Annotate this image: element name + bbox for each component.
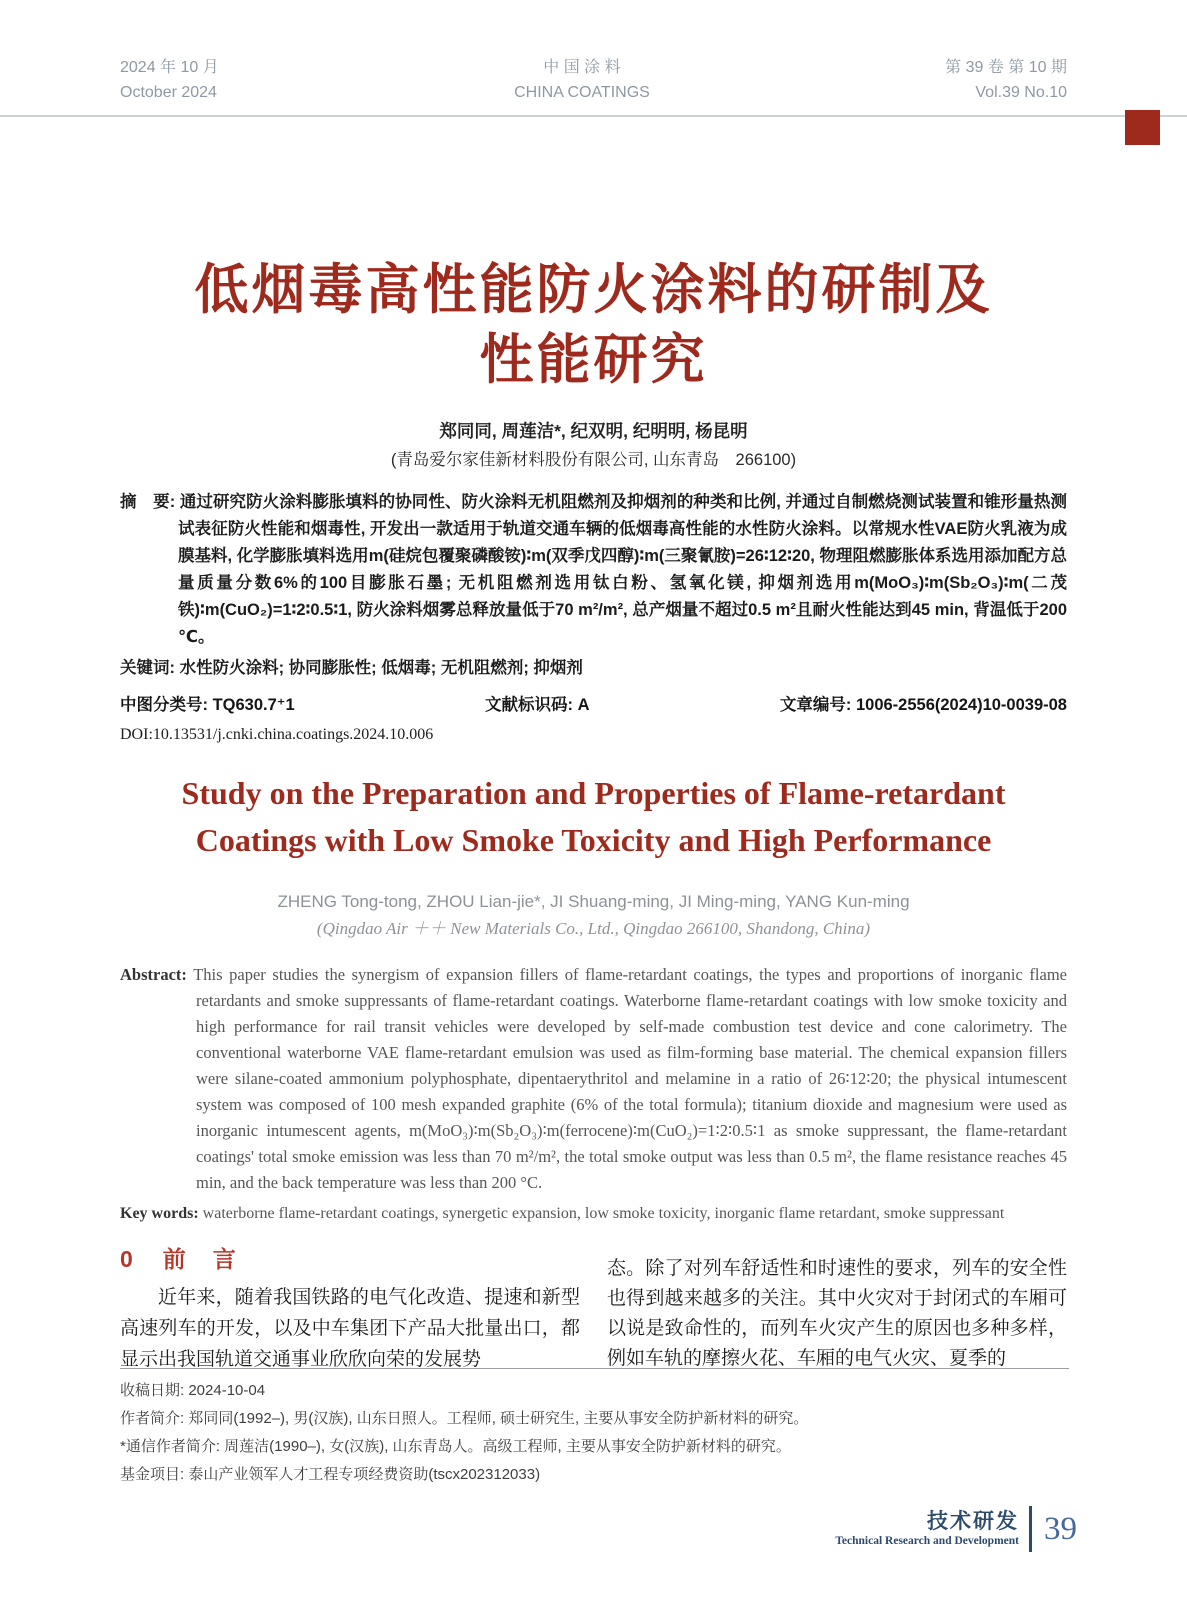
abstract-cn-label: 摘 要: — [120, 493, 176, 511]
abstract-en-label: Abstract: — [120, 964, 187, 984]
keywords-cn-label: 关键词: — [120, 659, 175, 677]
keywords-cn-text: 水性防火涂料; 协同膨胀性; 低烟毒; 无机阻燃剂; 抑烟剂 — [175, 659, 583, 677]
abstract-en — [120, 962, 1067, 1196]
body-paragraph-right: 态。除了对列车舒适性和时速性的要求，列车的安全性也得到越来越多的关注。其中火灾对于封闭式的车厢可以说是致命性的，而列车火灾产生的原因也多种多样，例如车轨的摩擦火花、车厢的电气火灾、夏季的 — [607, 1257, 1067, 1369]
header-issue-cn: 第 39 卷 第 10 期 — [945, 59, 1067, 76]
article-title-cn — [120, 255, 1067, 395]
keywords-en-text: waterborne flame-retardant coatings, synergetic expansion, low smoke toxicity, inorganic flame retardant, smoke suppressant — [198, 1204, 1005, 1222]
footnote-corresponding-author: *通信作者简介: 周莲洁(1990–), 女(汉族), 山东青岛人。高级工程师, 主要从事安全防护新材料的研究。 — [120, 1438, 791, 1455]
body-columns — [120, 1244, 1067, 1375]
authors-en: ZHENG Tong-tong, ZHOU Lian-jie*, JI Shuang-ming, JI Ming-ming, YANG Kun-ming — [277, 891, 910, 911]
article-title-en — [120, 770, 1067, 864]
footnote-author-bio: 作者简介: 郑同同(1992–), 男(汉族), 山东日照人。工程师, 硕士研究生, 主要从事安全防护新材料的研究。 — [120, 1410, 809, 1427]
section-title: 前 言 — [162, 1245, 238, 1272]
body-column-left — [120, 1244, 580, 1375]
authors-cn: 郑同同, 周莲洁*, 纪双明, 纪明明, 杨昆明 — [439, 421, 748, 441]
footnote-funding: 基金项目: 泰山产业领军人才工程专项经费资助(tscx202312033) — [120, 1466, 541, 1483]
title-cn-line2: 性能研究 — [479, 330, 708, 390]
body-paragraph-left: 近年来，随着我国铁路的电气化改造、提速和新型高速列车的开发，以及中车集团下产品大批量出口，都显示出我国轨道交通事业欣欣向荣的发展势 — [120, 1286, 580, 1370]
affiliation-en: (Qingdao Air ＋＋ New Materials Co., Ltd., Qingdao 266100, Shandong, China) — [316, 918, 871, 938]
article-id: 文章编号: 1006-2556(2024)10-0039-08 — [779, 696, 1067, 714]
title-en-line1: Study on the Preparation and Properties of Flame-retardant — [181, 775, 1006, 811]
header-date-cn: 2024 年 10 月 — [120, 59, 219, 76]
header-journal — [514, 55, 650, 105]
page-footer — [835, 1506, 1077, 1552]
abstract-en-text: This paper studies the synergism of expansion fillers of flame-retardant coatings, the types and proportions of inorganic flame retardants and smoke suppressants of flame-retardant coatings. Waterborne flame-retardant coatings with low smoke toxicity and high performance for rail transit vehicles were developed by self-made combustion test device and cone calorimetry. The conventional waterborne VAE flame-retardant emulsion was used as film-forming base material. The chemical expansion fillers were silane-coated ammonium polyphosphate, dipentaerythritol and melamine in a ratio of 26∶12∶20; the physical intumescent system was composed of 100 mesh expanded graphite (6% of the total formula); titanium dioxide and magnesium were used as inorganic intumescent agents, m(MoO₃)∶m(Sb₂O₃)∶m(ferrocene)∶m(CuO₂)=1∶2∶0.5∶1 as smoke suppressant, the flame-retardant coatings' total smoke emission was less than 70 m²/m², the total smoke output was less than 0.5 m², the flame resistance reaches 45 min, and the back temperature was less than 200 °C. — [186, 964, 1067, 1192]
section-number: 0 — [120, 1245, 135, 1272]
header-issue — [945, 55, 1067, 105]
header-issue-en: Vol.39 No.10 — [975, 84, 1067, 101]
meta-row — [120, 694, 1067, 716]
affiliation-cn: (青岛爱尔家佳新材料股份有限公司, 山东青岛 266100) — [390, 451, 797, 469]
header-journal-cn: 中 国 涂 料 — [543, 59, 621, 76]
footer-column-cn: 技术研发 — [927, 1509, 1019, 1533]
page-number: 39 — [1044, 1510, 1077, 1547]
header-date — [120, 55, 219, 105]
abstract-cn-text: 通过研究防火涂料膨胀填料的协同性、防火涂料无机阻燃剂及抑烟剂的种类和比例, 并通过自制燃烧测试装置和锥形量热测试表征防火性能和烟毒性, 开发出一款适用于轨道交通车辆的低烟毒高性能的水性防火涂料。以常规水性VAE防火乳液为成膜基料, 化学膨胀填料选用m(硅烷包覆聚磷酸铵)∶m(双季戊四醇)∶m(三聚氰胺)=26∶12∶20, 物理阻燃膨胀体系选用添加配方总量质量分数6%的100目膨胀石墨; 无机阻燃剂选用钛白粉、氢氧化镁, 抑烟剂选用m(MoO₃)∶m(Sb₂O₃)∶m(二茂铁)∶m(CuO₂)=1∶2∶0.5∶1, 防火涂料烟雾总释放量低于70 m²/m², 总产烟量不超过0.5 m²且耐火性能达到45 min, 背温低于200 ℃。 — [178, 493, 1068, 646]
keywords-cn — [120, 655, 1067, 682]
article-content — [0, 255, 1187, 1375]
footer-column-en: Technical Research and Development — [835, 1534, 1019, 1547]
footnotes — [120, 1368, 1069, 1489]
clc-number: 中图分类号: TQ630.7⁺1 — [120, 696, 295, 714]
footer-column-name — [835, 1510, 1019, 1549]
title-cn-line1: 低烟毒高性能防火涂料的研制及 — [194, 260, 993, 320]
header-date-en: October 2024 — [120, 84, 217, 101]
body-column-right — [607, 1244, 1067, 1375]
keywords-en-label: Key words: — [120, 1204, 199, 1222]
doi: DOI:10.13531/j.cnki.china.coatings.2024.10.006 — [120, 726, 434, 743]
document-code: 文献标识码: A — [485, 696, 590, 714]
footer-divider-bar — [1029, 1506, 1032, 1552]
section-heading — [120, 1244, 580, 1274]
corner-red-square — [1125, 110, 1160, 145]
footnote-received-date: 收稿日期: 2024-10-04 — [120, 1382, 266, 1399]
page-header — [0, 0, 1187, 117]
keywords-en — [120, 1202, 1067, 1226]
header-journal-en: CHINA COATINGS — [514, 84, 650, 101]
abstract-cn — [120, 489, 1067, 651]
title-en-line2: Coatings with Low Smoke Toxicity and High Performance — [195, 822, 992, 858]
